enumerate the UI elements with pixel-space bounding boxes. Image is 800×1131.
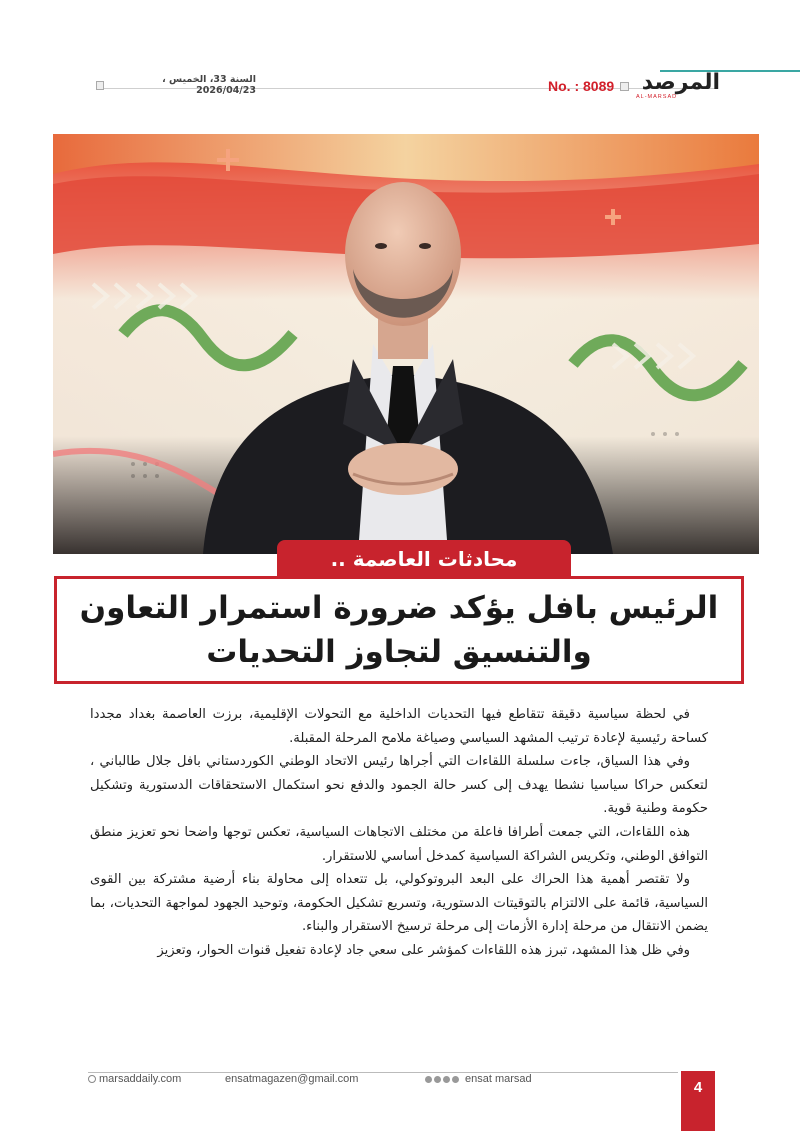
article-paragraph: ولا تقتصر أهمية هذا الحراك على البعد البروتوكولي، بل تتعداه إلى محاولة بناء أرضية مشتركة بين القوى السياسية، قائمة على الالتزام بالتوقيتات الدستورية، وتسريع تشكيل الحكومة، وتوحيد الجهود لمواجهة التحديات، بما يضمن الانتقال من مرحلة إدارة الأزمات إلى مرحلة ترسيخ الاستقرار والبناء. — [90, 872, 708, 935]
section-kicker: محادثات العاصمة .. — [277, 540, 571, 578]
issue-number — [548, 76, 629, 96]
hero-photo — [53, 134, 759, 554]
logo-sub-text: AL-MARSAD — [636, 94, 678, 100]
social-icons — [425, 1076, 459, 1083]
article-body — [90, 703, 708, 963]
headline-line-2: والتنسيق لتجاوز التحديات — [206, 634, 592, 670]
article-paragraph: وفي ظل هذا المشهد، تبرز هذه اللقاءات كمؤشر على سعي جاد لإعادة تفعيل قنوات الحوار، وتعزيز — [157, 942, 690, 958]
hero-illustration — [53, 134, 759, 554]
footer-social[interactable] — [425, 1073, 532, 1085]
instagram-icon — [452, 1076, 459, 1083]
youtube-icon — [443, 1076, 450, 1083]
footer-website[interactable] — [88, 1073, 181, 1085]
twitter-icon — [434, 1076, 441, 1083]
footer-email[interactable]: ensatmagazen@gmail.com — [225, 1073, 359, 1085]
logo-main-text: المرصد — [641, 70, 720, 95]
article-paragraph: وفي هذا السياق، جاءت سلسلة اللقاءات التي أجراها رئيس الاتحاد الوطني الكوردستاني بافل جلال طالباني ، لتعكس حراكا سياسيا نشطا يهدف إلى كسر حالة الجمود والدفع نحو استكمال الاستحقاقات الدستورية وتشكيل حكومة وطنية قوية. — [90, 754, 708, 817]
globe-icon — [88, 1075, 96, 1083]
page-number: 4 — [681, 1071, 715, 1131]
masthead-logo[interactable] — [636, 70, 720, 106]
date-text: السنة 33، الخميس ، 2026/04/23 — [162, 74, 256, 96]
social-handle-text: ensat marsad — [465, 1073, 532, 1085]
facebook-icon — [425, 1076, 432, 1083]
square-bullet-icon — [96, 81, 104, 90]
article-paragraph: في لحظة سياسية دقيقة تتقاطع فيها التحديات الداخلية مع التحولات الإقليمية، برزت العاصمة بغداد مجددا كساحة رئيسية لإعادة ترتيب المشهد السياسي وصياغة ملامح المرحلة المقبلة. — [90, 707, 708, 746]
issue-number-text: No. : 8089 — [548, 78, 615, 94]
headline-box — [54, 576, 744, 684]
square-bullet-icon — [620, 82, 629, 91]
article-paragraph: هذه اللقاءات، التي جمعت أطرافا فاعلة من مختلف الاتجاهات السياسية، تعكس توجها واضحا نحو تعزيز منطق التوافق الوطني، وتكريس الشراكة السياسية كمدخل أساسي للاستقرار. — [90, 824, 708, 864]
article-headline[interactable] — [80, 586, 719, 674]
headline-line-1: الرئيس بافل يؤكد ضرورة استمرار التعاون — [79, 590, 719, 626]
website-text: marsaddaily.com — [99, 1073, 182, 1085]
footer — [88, 1073, 680, 1087]
date-line — [96, 76, 256, 94]
